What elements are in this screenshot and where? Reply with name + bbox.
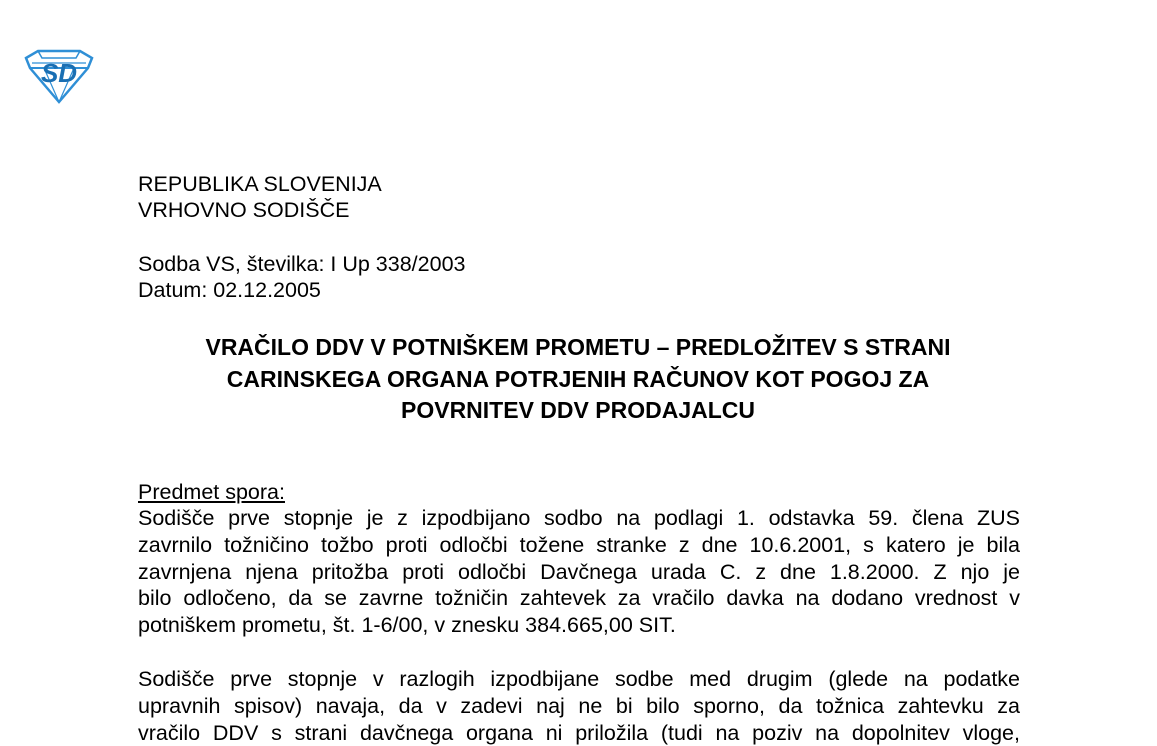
case-date: Datum: 02.12.2005 [138,278,321,302]
paragraph-line: bilo odločeno, da se zavrne tožničin zahtevek za vračilo davka na dodano vrednost v [138,586,1020,611]
paragraph-line: zavrnjena njena pritožba proti odločbi Davčnega urada C. z dne 1.8.2000. Z njo je [138,559,1020,584]
paragraph-line: vračilo DDV s strani davčnega organa ni priložila (tudi na poziv na dopolnitev vloge, [138,720,1020,745]
case-number: Sodba VS, številka: I Up 338/2003 [138,252,466,276]
paragraph-line: Sodišče prve stopnje v razlogih izpodbijane sodbe med drugim (glede na podatke [138,667,1020,691]
court-header [138,171,382,223]
court-logo [22,48,96,104]
svg-text:SD: SD [40,58,78,88]
court-logo-icon [22,48,96,104]
document-title [128,332,1028,427]
paragraph [138,666,1020,746]
title-line: POVRNITEV DDV PRODAJALCU [401,397,755,423]
section-heading: Predmet spora: [138,480,285,504]
paragraph-line: Sodišče prve stopnje je z izpodbijano sodbo na podlagi 1. odstavka 59. člena ZUS [138,506,1020,530]
case-info [138,251,466,303]
paragraph [138,505,1020,639]
paragraph-line: upravnih spisov) navaja, da v zadevi naj ne bi bilo sporno, da tožnica zahtevku za [138,693,1020,718]
title-line: VRAČILO DDV V POTNIŠKEM PROMETU – PREDLOŽITEV S STRANI [205,334,951,360]
country-name: REPUBLIKA SLOVENIJA [138,172,382,196]
title-line: CARINSKEGA ORGANA POTRJENIH RAČUNOV KOT POGOJ ZA [226,365,930,392]
paragraph-line: potniškem prometu, št. 1-6/00, v znesku 384.665,00 SIT. [138,613,676,638]
paragraph-line: zavrnilo tožničino tožbo proti odločbi tožene stranke z dne 10.6.2001, s katero je bila [138,532,1020,557]
court-name: VRHOVNO SODIŠČE [138,198,350,222]
